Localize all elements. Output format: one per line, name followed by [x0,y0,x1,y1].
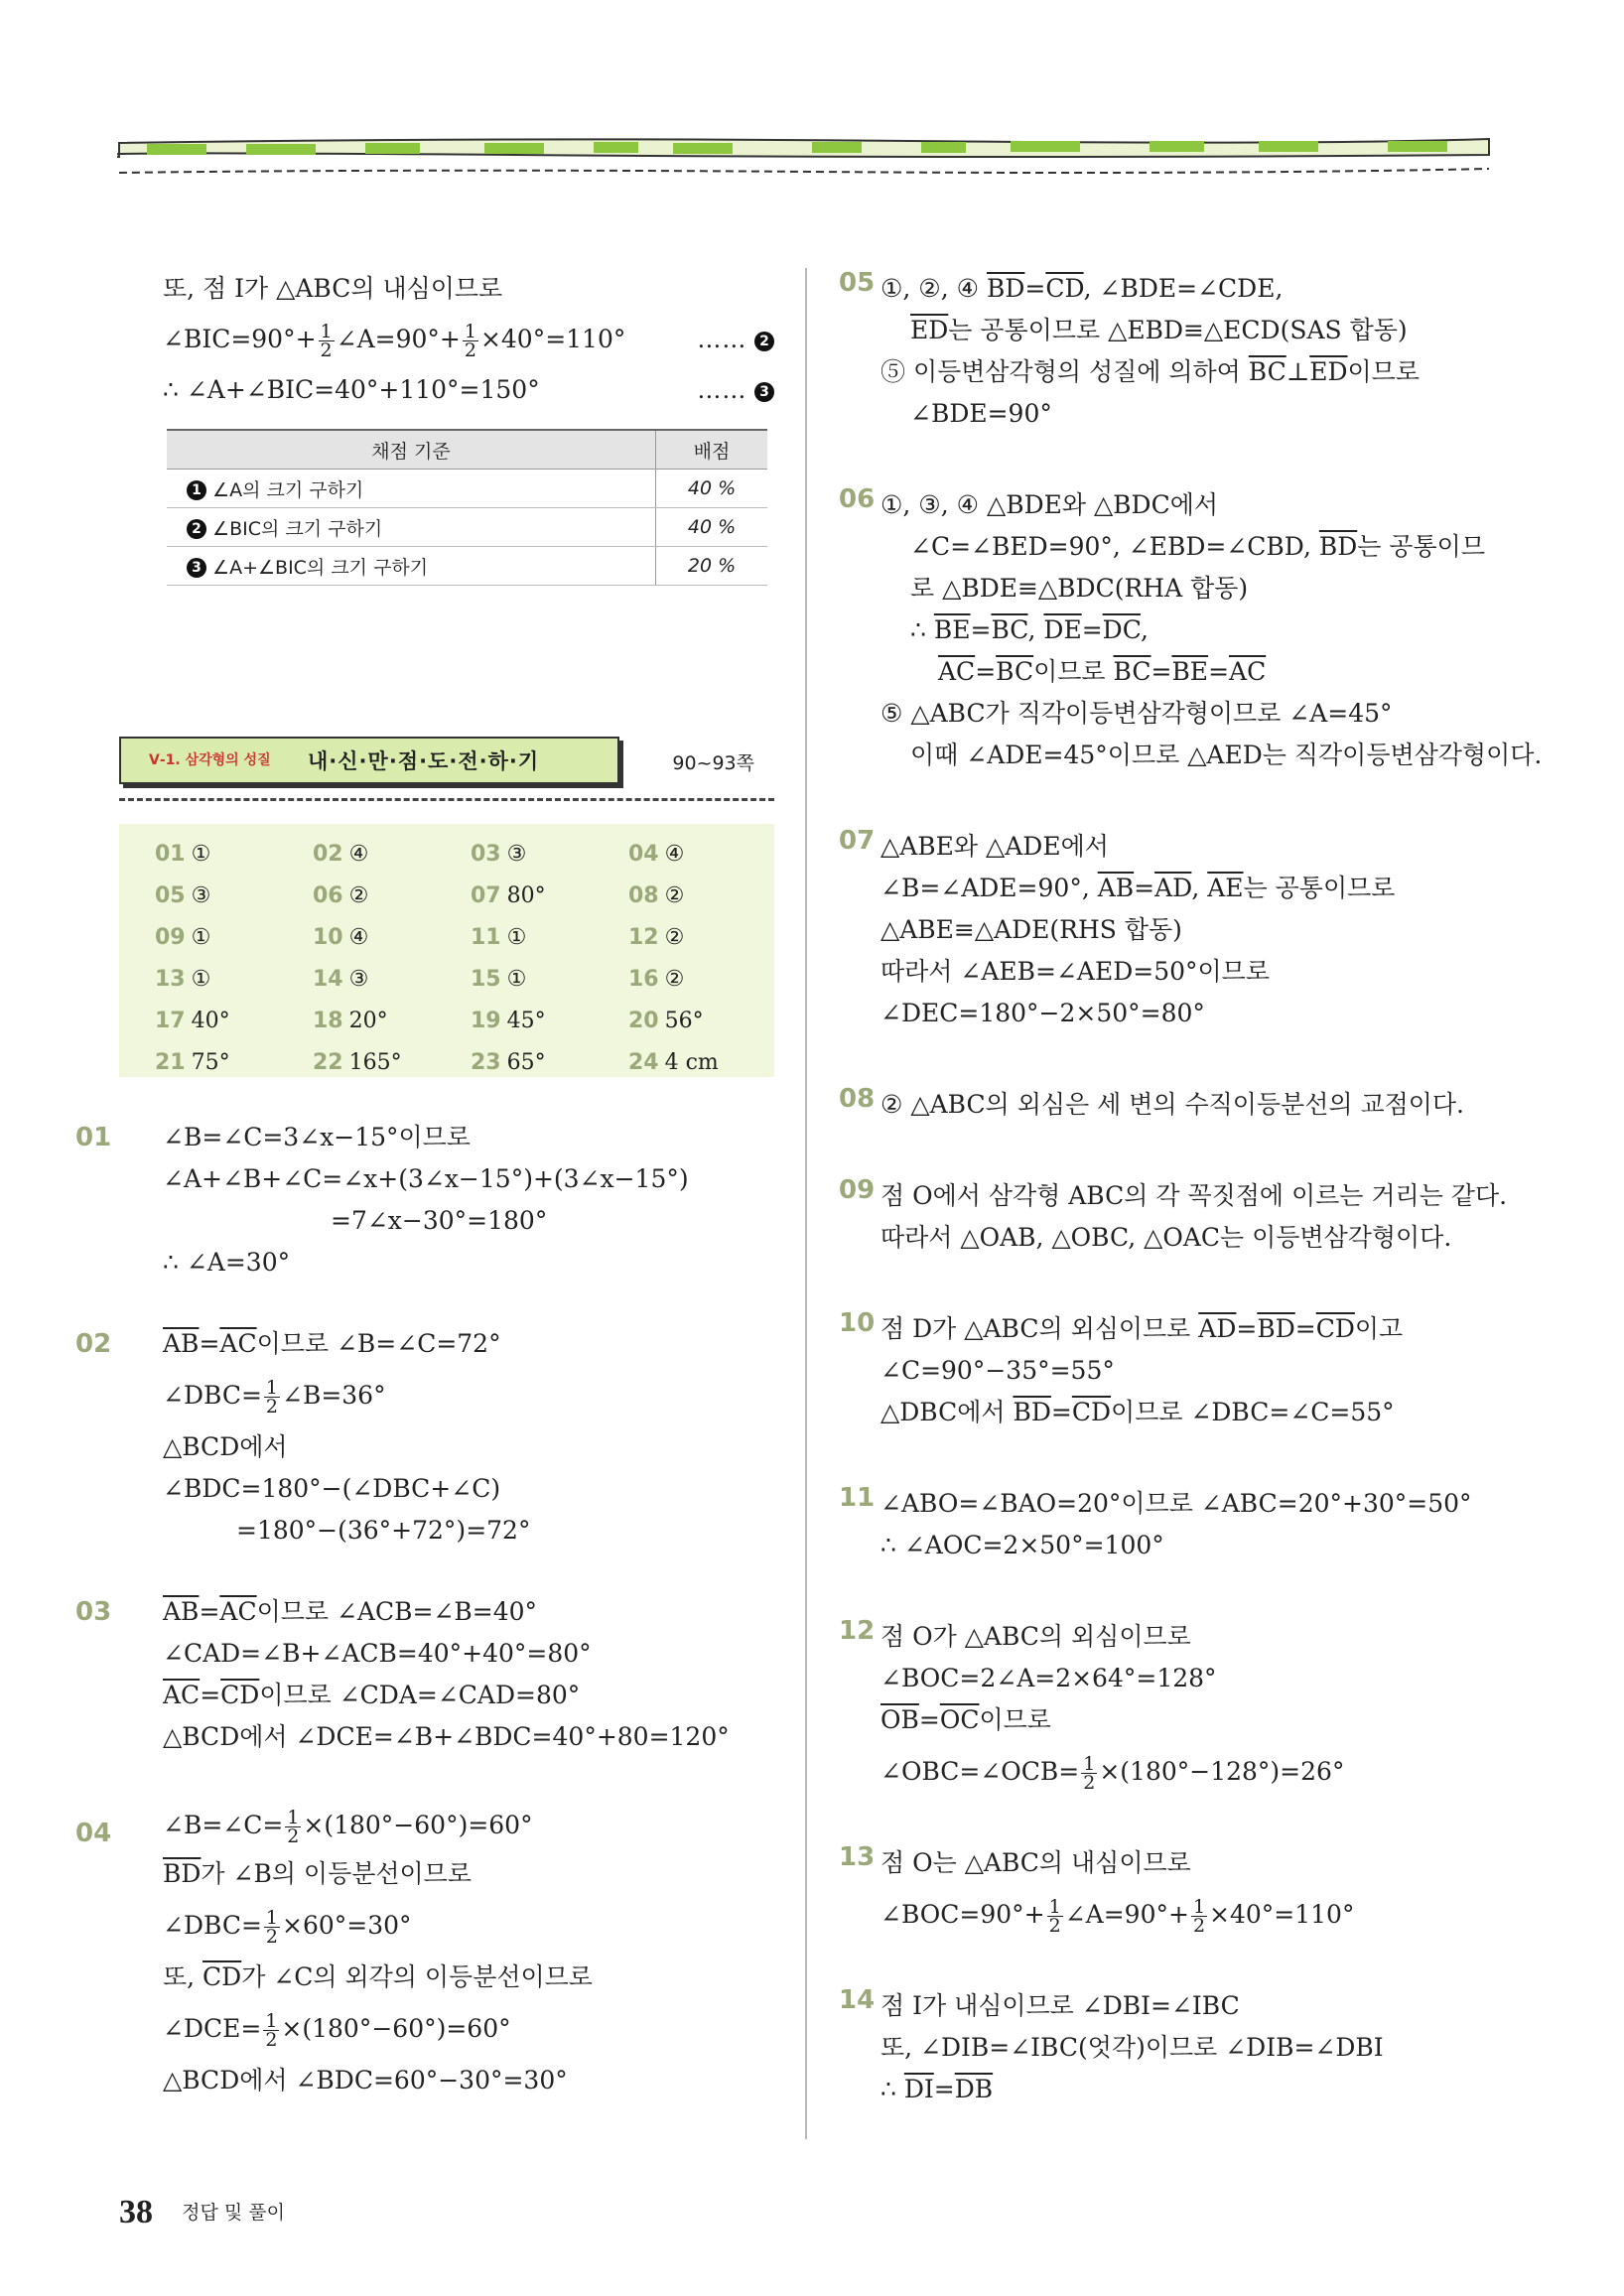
solution-04: 04 ∠B=∠C= $\frac{1}{2}$ ×(180°−60°)=60° $\overline{BD}$가 ∠B의 이등분선이므로 ∠DBC= $\frac{1}{2}$ ×60°=30° 또, $\overline{CD}$가 ∠C의 외각의 이등분선이므로 ∠DCE= $\frac{1}{2}$ ×(180°−60°)=60° △BCD에서 ∠BDC=60°−30°=30° [75,1807,593,2094]
footer-label: 정답 및 풀이 [182,2202,285,2224]
answer-item: 17 40° [155,1009,230,1033]
answer-item: 04 ④ [628,842,685,867]
fraction: $\frac{1}{2}$ [320,321,333,361]
table-header-row: 채점 기준 배점 [167,430,767,470]
answer-item: 20 56° [628,1009,704,1033]
fraction: $\frac{1}{2}$ [464,321,476,361]
solution-12: 12 점 O가 △ABC의 외심이므로 ∠BOC=2∠A=2×64°=128° $\overline{OB}=\overline{OC}$이므로 ∠OBC=∠OCB= $\frac{1}{2}$ ×(180°−128°)=26° [839,1616,1345,1794]
answer-item: 01 ① [155,842,211,867]
table-row: 3 ∠A+∠BIC의 크기 구하기 20 % [167,547,767,586]
solution-02: 02 $\overline{AB}=\overline{AC}$이므로 ∠B=∠C=72° ∠DBC= $\frac{1}{2}$ ∠B=36° △BCD에서 ∠BDC=180°−(∠DBC+∠C) =180°−(36°+72°)=72° [75,1329,531,1545]
fraction: $\frac{1}{2}$ [1083,1753,1096,1794]
answer-item: 14 ③ [313,967,369,992]
answer-item: 10 ④ [313,925,369,950]
intro-line-3: ∴ ∠A+∠BIC=40°+110°=150° …… 3 [119,369,774,411]
solution-07: 07 △ABE와 △ADE에서 ∠B=∠ADE=90°, $\overline{AB}=\overline{AD}$, $\overline{AE}$는 공통이므로 △ABE≡△ADE(RHS 합동) 따라서 ∠AEB=∠AED=50°이므로 ∠DEC=180°−2×50°=80° [839,826,1396,1027]
answer-item: 03 ③ [471,842,527,867]
column-divider [805,268,807,2139]
answer-item: 22 165° [313,1050,402,1075]
solution-13: 13 점 O는 △ABC의 내심이므로 ∠BOC=90°+ $\frac{1}{2}$ ∠A=90°+ $\frac{1}{2}$ ×40°=110° [839,1842,1355,1937]
page-footer [119,2194,285,2231]
answer-item: 08 ② [628,883,685,908]
section-title: 내·신·만·점·도·전·하·기 [308,749,540,773]
step-mark-3: …… 3 [697,369,774,411]
solution-09: 09 점 O에서 삼각형 ABC의 각 꼭짓점에 이르는 거리는 같다. 따라서 △OAB, △OBC, △OAC는 이등변삼각형이다. [839,1175,1508,1252]
solution-08: 08 ② △ABC의 외심은 세 변의 수직이등분선의 교점이다. [839,1084,1464,1119]
intro-line-1: 또, 점 I가 △ABC의 내심이므로 [163,274,503,303]
answer-item: 19 45° [471,1009,546,1033]
answer-item: 16 ② [628,967,685,992]
answer-item: 11 ① [471,925,527,950]
answer-item: 09 ① [155,925,211,950]
solution-06: 06 ①, ③, ④ △BDE와 △BDC에서 ∠C=∠BED=90°, ∠EBD=∠CBD, $\overline{BD}$는 공통이므 로 △BDE≡△BDC(RHA 합동) ∴ $\overline{BE}=\overline{BC}$, $\overline{DE}=\overline{DC}$, $\overline{AC}=\overline{BC}$이므로 $\overline{BC}=\overline{BE}=\overline{AC}$ ⑤ △ABC가 직각이등변삼각형이므로 ∠A=45° 이때 ∠ADE=45°이므로 △AED는 직각이등변삼각형이다. [839,484,1543,769]
section-label: Ⅴ-1. 삼각형의 성질 [149,752,271,768]
header-decoration-band [117,129,1491,179]
right-column [839,268,1543,2110]
answer-item: 24 4 cm [628,1050,719,1075]
page-number: 38 [119,2194,153,2230]
step-mark-2: …… 2 [697,310,774,369]
fraction: $\frac{1}{2}$ [1192,1896,1206,1937]
fraction: $\frac{1}{2}$ [265,1907,278,1948]
grading-table [167,429,767,586]
section-header [119,737,774,806]
solution-05: 05 ①, ②, ④ $\overline{BD}=\overline{CD}$, ∠BDE=∠CDE, $\overline{ED}$는 공통이므로 △EBD≡△ECD(SAS 합동) ⑤ 이등변삼각형의 성질에 의하여 $\overline{BC}\perp\overline{ED}$이므로 ∠BDE=90° [839,268,1420,428]
solution-01: 01 ∠B=∠C=3∠x−15°이므로 ∠A+∠B+∠C=∠x+(3∠x−15°)+(3∠x−15°) =7∠x−30°=180° ∴ ∠A=30° [75,1123,689,1277]
table-row: 2 ∠BIC의 크기 구하기 40 % [167,508,767,547]
answer-item: 15 ① [471,967,527,992]
fraction: $\frac{1}{2}$ [1048,1896,1061,1937]
fraction: $\frac{1}{2}$ [287,1807,300,1847]
solution-11: 11 ∠ABO=∠BAO=20°이므로 ∠ABC=20°+30°=50° ∴ ∠AOC=2×50°=100° [839,1483,1472,1559]
solution-10: 10 점 D가 △ABC의 외심이므로 $\overline{AD}=\overline{BD}=\overline{CD}$이고 ∠C=90°−35°=55° △DBC에서 $\overline{BD}=\overline{CD}$이므로 ∠DBC=∠C=55° [839,1308,1404,1426]
solution-14: 14 점 I가 내심이므로 ∠DBI=∠IBC 또, ∠DIB=∠IBC(엇각)이므로 ∠DIB=∠DBI ∴ $\overline{DI}=\overline{DB}$ [839,1985,1384,2103]
answer-item: 23 65° [471,1050,546,1075]
section-pages: 90~93쪽 [672,752,754,774]
answer-item: 12 ② [628,925,685,950]
answer-item: 13 ① [155,967,211,992]
answer-item: 02 ④ [313,842,369,867]
left-column [75,268,774,2101]
answer-item: 07 80° [471,883,546,908]
table-row: 1 ∠A의 크기 구하기 40 % [167,470,767,508]
answer-item: 21 75° [155,1050,230,1075]
fraction: $\frac{1}{2}$ [265,1377,278,1418]
fraction: $\frac{1}{2}$ [265,2010,278,2051]
answer-grid [119,824,774,1077]
answer-item: 18 20° [313,1009,388,1033]
intro-line-2: ∠BIC=90°+ $\frac{1}{2}$ ∠A=90°+ $\frac{1}{2}$ ×40°=110° …… 2 [119,310,774,369]
answer-item: 05 ③ [155,883,211,908]
answer-item: 06 ② [313,883,369,908]
solution-03: 03 $\overline{AB}=\overline{AC}$이므로 ∠ACB=∠B=40° ∠CAD=∠B+∠ACB=40°+40°=80° $\overline{AC}=\overline{CD}$이므로 ∠CDA=∠CAD=80° △BCD에서 ∠DCE=∠B+∠BDC=40°+80=120° [75,1597,730,1751]
